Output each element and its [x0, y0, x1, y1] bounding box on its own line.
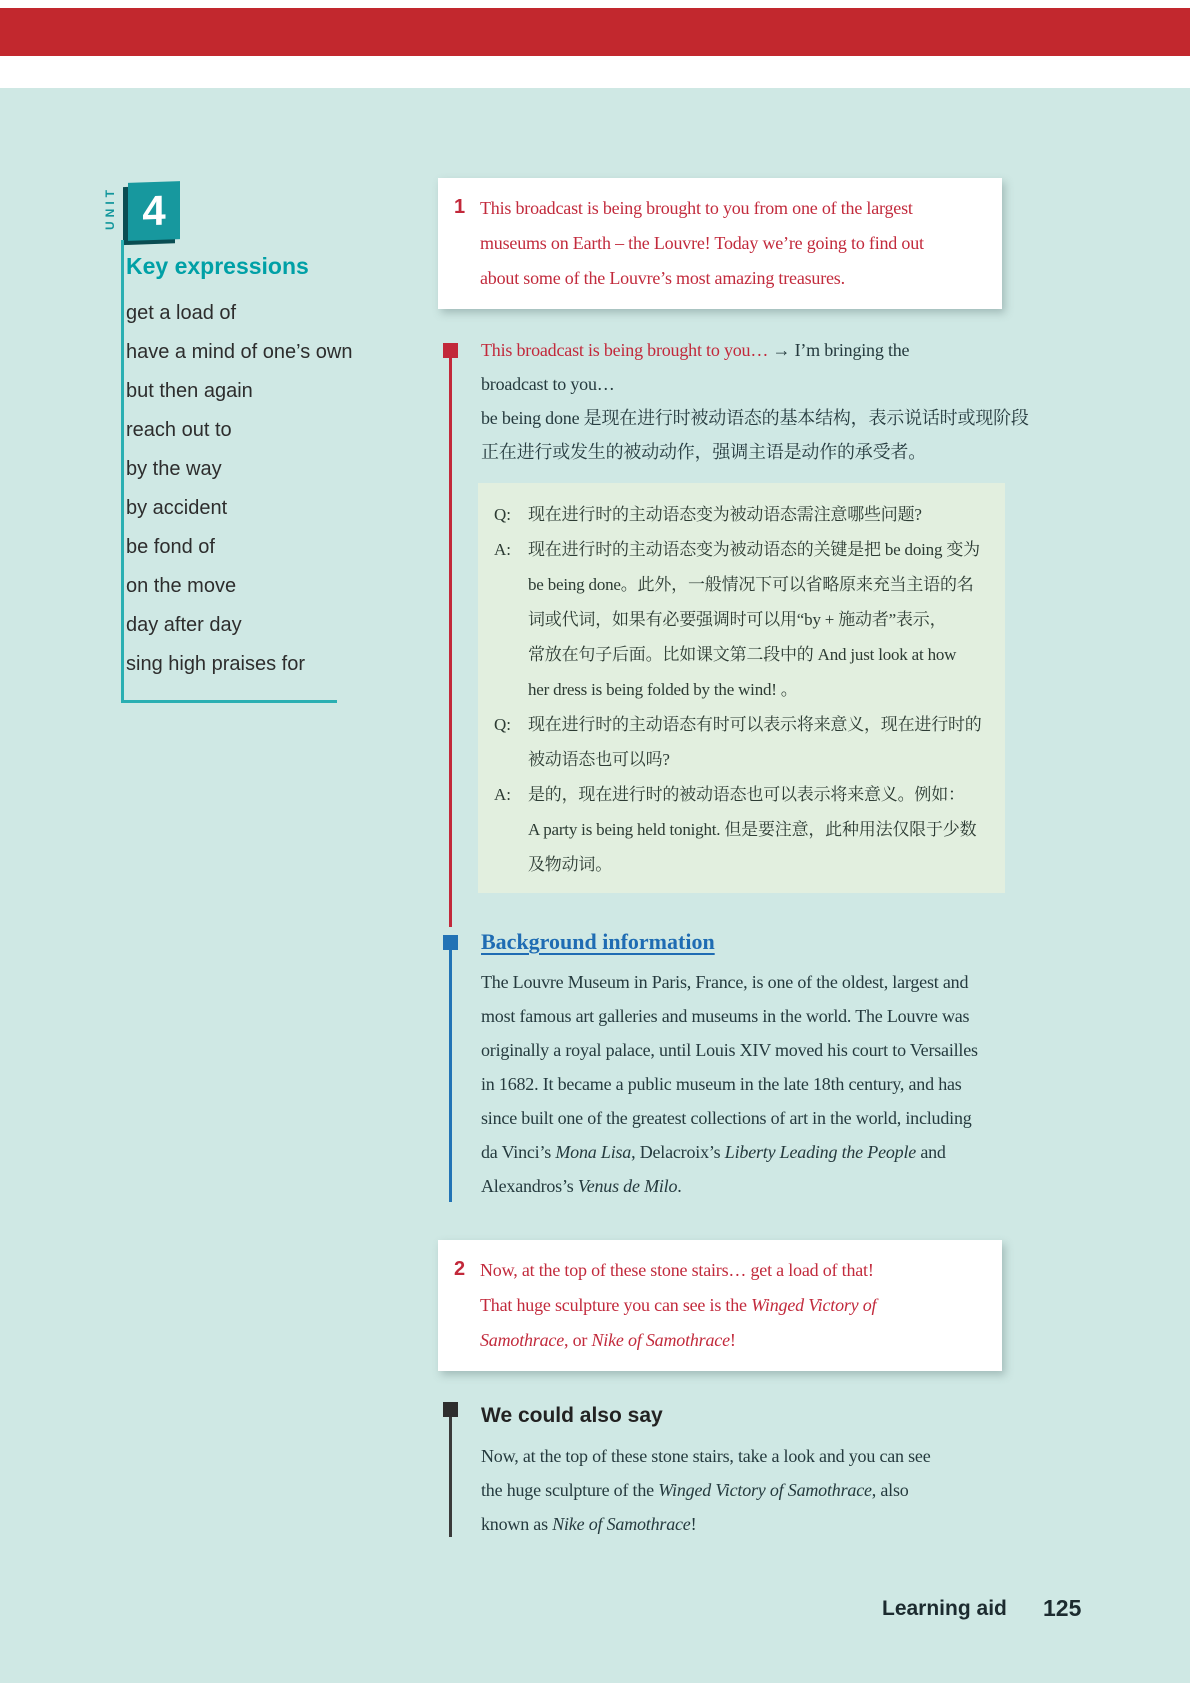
quote-line: about some of the Louvre’s most amazing treasures. [480, 268, 845, 288]
paragraph-line: known as Nike of Samothrace! [481, 1514, 697, 1534]
qa-line: A party is being held tonight. 但是要注意，此种用法仅限于少数 [528, 820, 977, 839]
question-answer-box [478, 483, 1005, 893]
dark-square-bullet [443, 1402, 458, 1417]
quote-line: Samothrace, or Nike of Samothrace! [480, 1330, 736, 1350]
footer-section-label: Learning aid [882, 1597, 1007, 1620]
qa-line: 常放在句子后面。比如课文第二段中的 And just look at how [528, 645, 957, 664]
explanation-line: be being done 是现在进行时被动语态的基本结构，表示说话时或现阶段 [481, 408, 1029, 428]
key-expressions-left-rule [121, 240, 124, 702]
blue-section-rule [449, 950, 452, 1202]
we-could-also-say-paragraph [481, 1439, 1011, 1541]
red-section-rule [449, 358, 452, 927]
qa-label: A: [494, 785, 511, 804]
dark-section-rule [449, 1417, 452, 1537]
list-item: reach out to [126, 419, 232, 441]
key-expressions-list [126, 302, 352, 692]
paragraph-line: The Louvre Museum in Paris, France, is one of the oldest, largest and [481, 972, 969, 992]
background-information-title: Background information [481, 929, 715, 954]
quote-text [480, 1253, 984, 1358]
blue-square-bullet [443, 935, 458, 950]
qa-row [494, 532, 993, 707]
qa-line: 被动语态也可以吗? [528, 750, 670, 769]
we-could-also-say-title: We could also say [481, 1404, 663, 1427]
red-square-bullet [443, 343, 458, 358]
qa-label: Q: [494, 715, 511, 734]
key-expressions-title: Key expressions [126, 253, 309, 279]
background-information-paragraph [481, 965, 1011, 1203]
explanation-line: 正在进行或发生的被动动作，强调主语是动作的承受者。 [481, 442, 926, 462]
transcript-quote-box-2 [438, 1240, 1002, 1371]
explanation-line: broadcast to you… [481, 374, 615, 394]
list-item: be fond of [126, 536, 215, 558]
top-red-bar [0, 8, 1190, 56]
list-item: by accident [126, 497, 228, 519]
paragraph-line: the huge sculpture of the Winged Victory of Samothrace, also [481, 1480, 909, 1500]
qa-label: A: [494, 540, 511, 559]
quote-number: 2 [454, 1258, 466, 1280]
qa-line: her dress is being folded by the wind! 。 [528, 680, 798, 699]
qa-line: 现在进行时的主动语态有时可以表示将来意义，现在进行时的 [528, 715, 982, 734]
paragraph-line: da Vinci’s Mona Lisa, Delacroix’s Liberty Leading the People and [481, 1142, 946, 1162]
qa-line: be being done。此外，一般情况下可以省略原来充当主语的名 [528, 575, 974, 594]
list-item: sing high praises for [126, 653, 305, 675]
list-item: on the move [126, 575, 237, 597]
paragraph-line: in 1682. It became a public museum in the late 18th century, and has [481, 1074, 962, 1094]
transcript-quote-box-1 [438, 178, 1002, 309]
list-item: but then again [126, 380, 253, 402]
qa-row [494, 707, 993, 777]
list-item: day after day [126, 614, 242, 636]
list-item: by the way [126, 458, 222, 480]
quote-number: 1 [454, 196, 466, 218]
quote-line: This broadcast is being brought to you from one of the largest [480, 198, 913, 218]
qa-line: 及物动词。 [528, 855, 612, 874]
quote-text [480, 191, 984, 296]
qa-line: 现在进行时的主动语态变为被动语态的关键是把 be doing 变为 [528, 540, 980, 559]
paragraph-line: Alexandros’s Venus de Milo. [481, 1176, 682, 1196]
qa-line: 现在进行时的主动语态变为被动语态需注意哪些问题? [528, 505, 922, 524]
qa-line: 词或代词，如果有必要强调时可以用“by + 施动者”表示， [528, 610, 947, 629]
page-number: 125 [1043, 1595, 1082, 1621]
paragraph-line: most famous art galleries and museums in the world. The Louvre was [481, 1006, 970, 1026]
unit-vertical-label: UNIT [103, 186, 117, 230]
qa-row [494, 777, 993, 882]
grammar-explanation [481, 333, 1029, 469]
quote-line: museums on Earth – the Louvre! Today we’re going to find out [480, 233, 924, 253]
list-item: have a mind of one’s own [126, 341, 353, 363]
qa-row [494, 497, 993, 532]
paragraph-line: originally a royal palace, until Louis XIV moved his court to Versailles [481, 1040, 978, 1060]
qa-line: 是的，现在进行时的被动语态也可以表示将来意义。例如： [528, 785, 965, 804]
unit-number: 4 [142, 186, 166, 235]
quote-line: Now, at the top of these stone stairs… get a load of that! [480, 1260, 874, 1280]
list-item: get a load of [126, 302, 237, 324]
paragraph-line: since built one of the greatest collections of art in the world, including [481, 1108, 972, 1128]
quote-line: That huge sculpture you can see is the Winged Victory of [480, 1295, 877, 1315]
unit-number-badge [128, 181, 180, 241]
key-expressions-bottom-rule [121, 700, 337, 703]
qa-label: Q: [494, 505, 511, 524]
paragraph-line: Now, at the top of these stone stairs, take a look and you can see [481, 1446, 931, 1466]
explanation-line: This broadcast is being brought to you… → I’m bringing the [481, 340, 910, 360]
